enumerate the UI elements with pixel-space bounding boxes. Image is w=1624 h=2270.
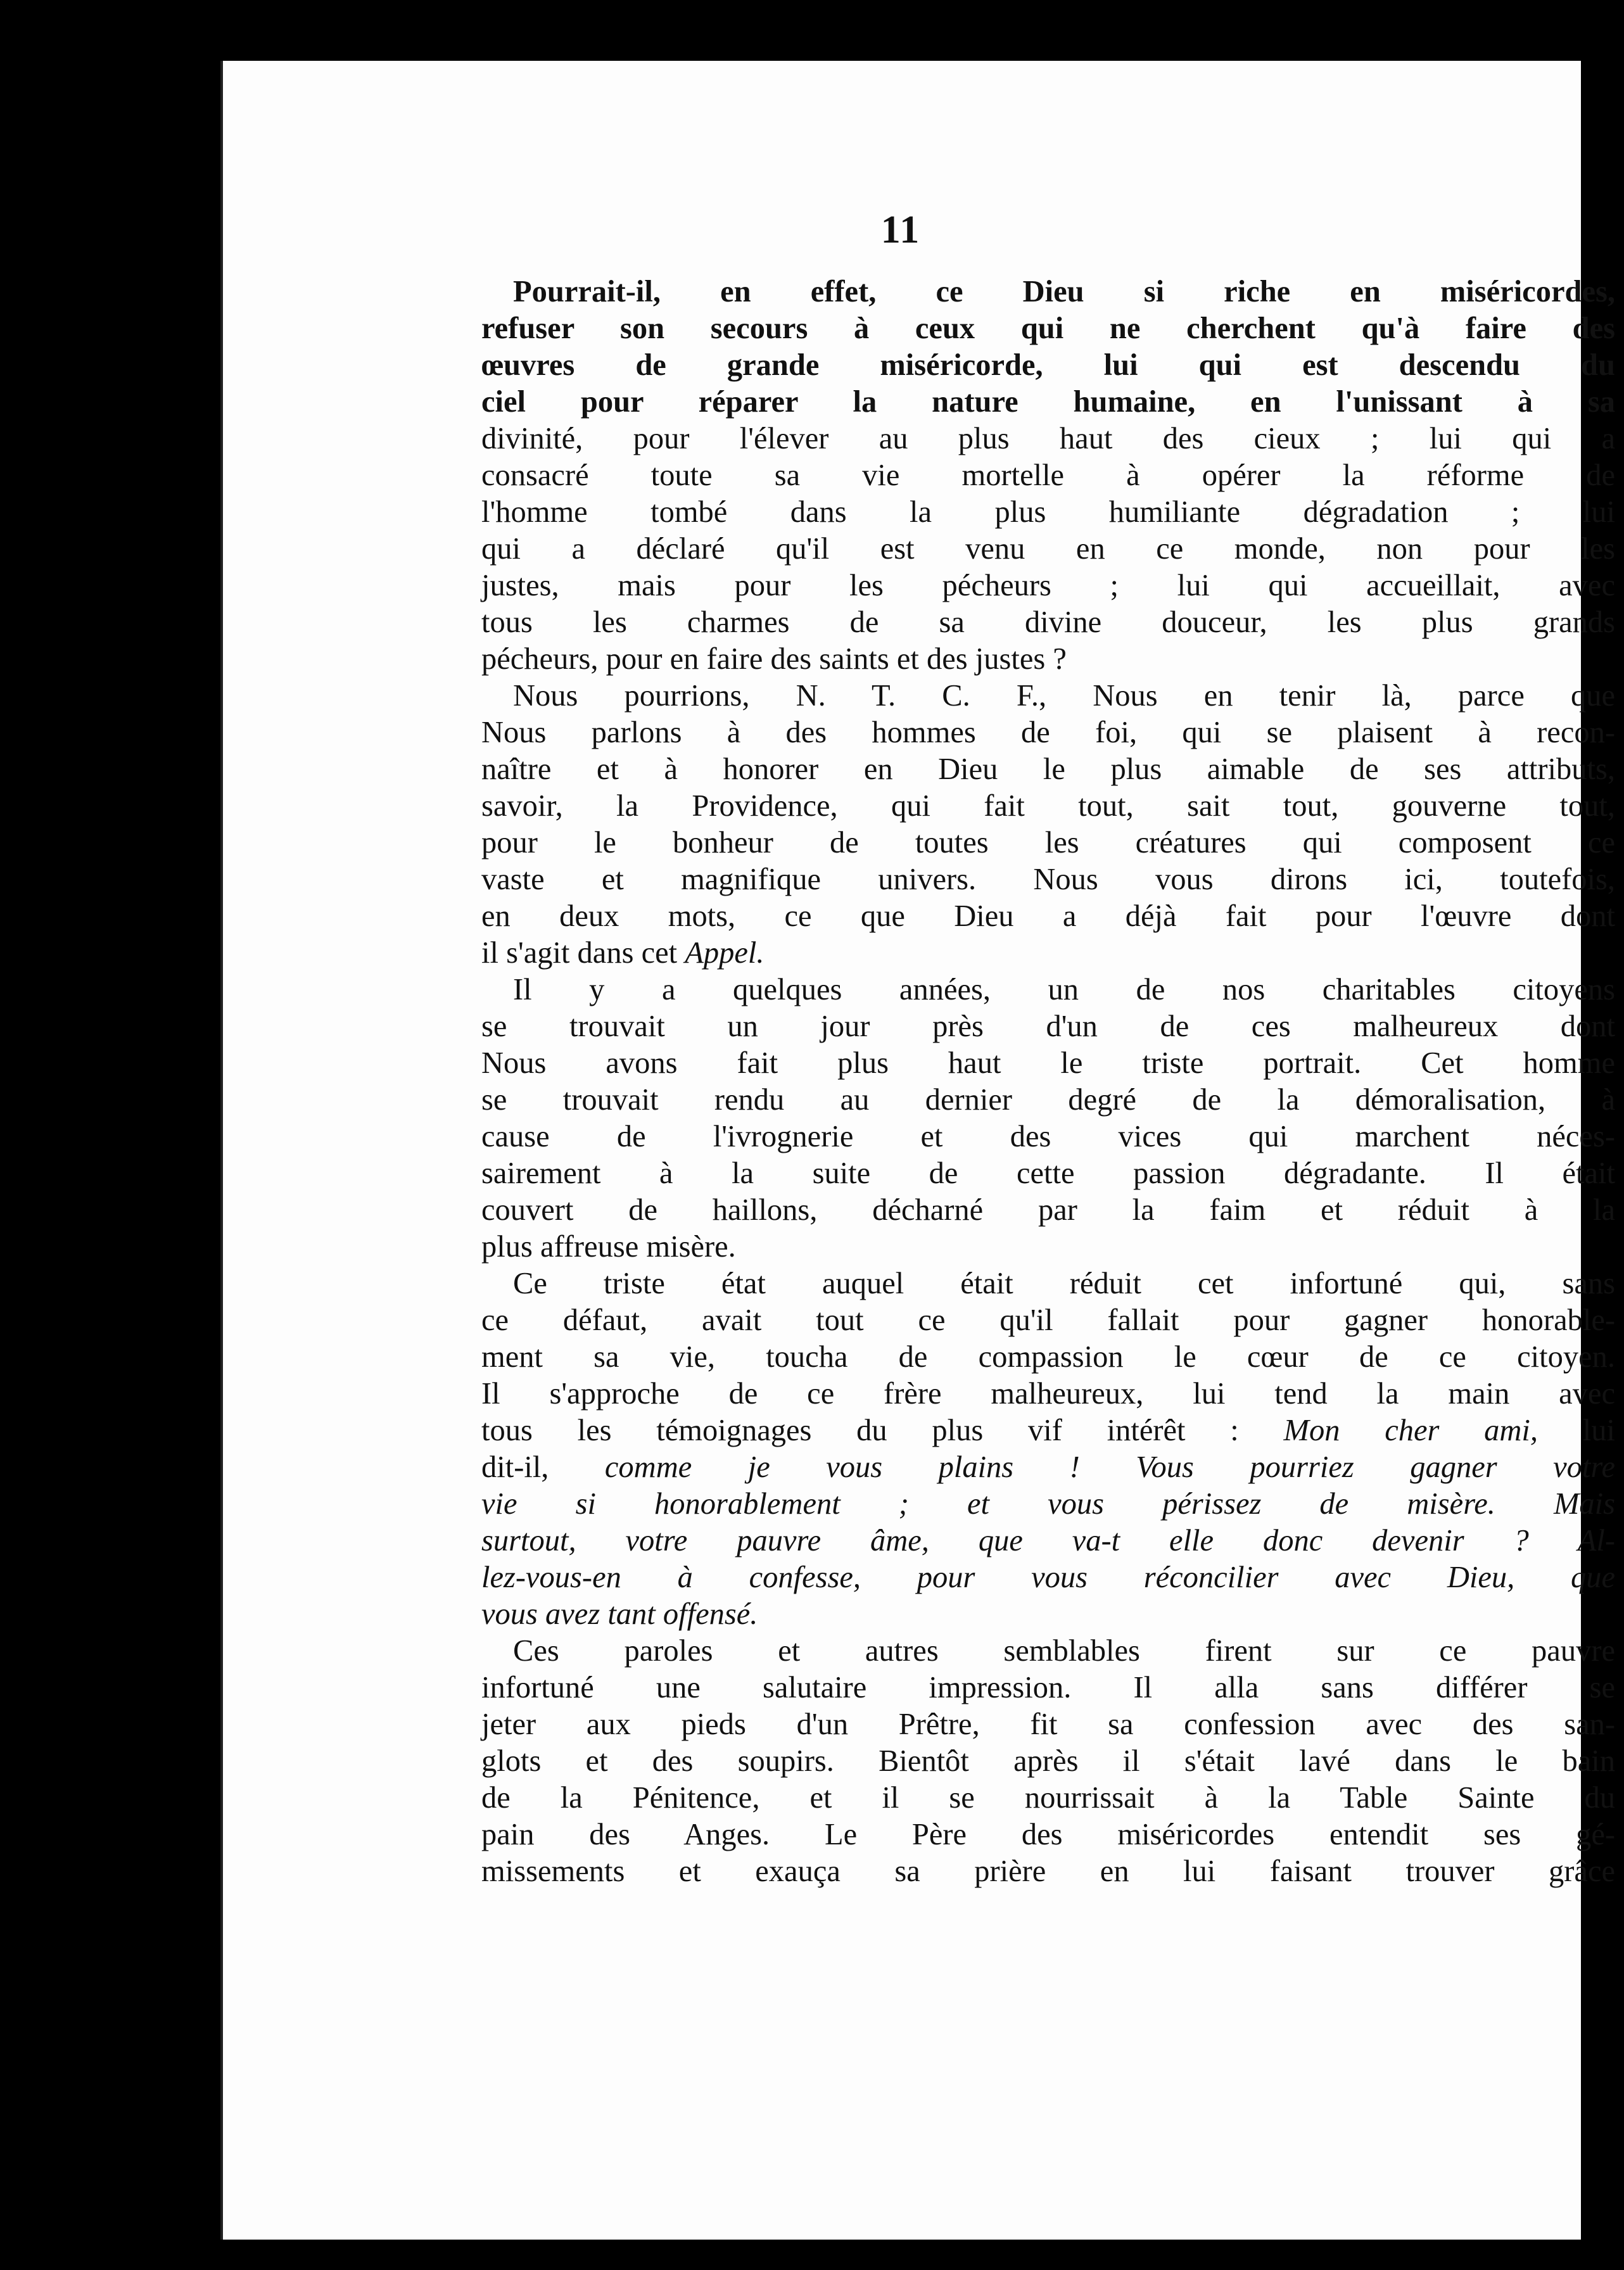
text-line bbox=[481, 1559, 1615, 1596]
line-text: refuser son secours à ceux qui ne cherchent qu'à faire des bbox=[481, 312, 1615, 345]
line-text: savoir, la Providence, qui fait tout, sait tout, gouverne tout, bbox=[481, 789, 1615, 823]
text-line bbox=[481, 1853, 1615, 1890]
line-text: tous les charmes de sa divine douceur, les plus grands bbox=[481, 606, 1615, 639]
line-text: vous avez tant offensé. bbox=[481, 1597, 758, 1631]
text-line bbox=[481, 1817, 1615, 1853]
text-line bbox=[481, 274, 1615, 310]
text-line bbox=[481, 825, 1615, 861]
line-text: infortuné une salutaire impression. Il alla sans différer se bbox=[481, 1671, 1615, 1704]
line-text: cause de l'ivrognerie et des vices qui marchent néces- bbox=[481, 1120, 1615, 1153]
paragraph bbox=[481, 1265, 1615, 1633]
text-line bbox=[481, 457, 1615, 494]
line-text: glots et des soupirs. Bientôt après il s'était lavé dans le bain bbox=[481, 1744, 1615, 1778]
text-line bbox=[481, 1339, 1615, 1376]
text-line bbox=[481, 935, 1615, 972]
text-line bbox=[481, 1082, 1615, 1119]
text-line bbox=[481, 1302, 1615, 1339]
line-text: plus affreuse misère. bbox=[481, 1230, 736, 1264]
line-text: dit-il, bbox=[481, 1450, 605, 1484]
text-line bbox=[481, 641, 1615, 678]
text-line bbox=[481, 1486, 1615, 1523]
line-text: se trouvait rendu au dernier degré de la démoralisation, à bbox=[481, 1083, 1615, 1117]
text-line bbox=[481, 751, 1615, 788]
line-text: ciel pour réparer la nature humaine, en l'unissant à sa bbox=[481, 385, 1615, 419]
line-text: sairement à la suite de cette passion dégradante. Il était bbox=[481, 1157, 1615, 1190]
text-line bbox=[481, 714, 1615, 751]
text-line bbox=[481, 384, 1615, 421]
text-line bbox=[481, 1523, 1615, 1559]
text-line bbox=[481, 1412, 1615, 1449]
line-text: couvert de haillons, décharné par la faim et réduit à la bbox=[481, 1193, 1615, 1227]
line-text: justes, mais pour les pécheurs ; lui qui accueillait, avec bbox=[481, 569, 1615, 602]
line-text: surtout, votre pauvre âme, que va-t elle donc devenir ? Al- bbox=[481, 1524, 1615, 1557]
paragraph bbox=[481, 678, 1615, 972]
text-line bbox=[481, 531, 1615, 568]
line-text: Il s'approche de ce frère malheureux, lui tend la main avec bbox=[481, 1377, 1615, 1411]
line-text: Il y a quelques années, un de nos charitables citoyens bbox=[513, 973, 1615, 1006]
text-line bbox=[481, 898, 1615, 935]
text-line bbox=[481, 788, 1615, 825]
line-text: Nous pourrions, N. T. C. F., Nous en tenir là, parce que bbox=[513, 679, 1615, 713]
line-text: vie si honorablement ; et vous périssez de misère. Mais bbox=[481, 1487, 1615, 1521]
line-text: l'homme tombé dans la plus humiliante dégradation ; lui bbox=[481, 495, 1615, 529]
page-number: 11 bbox=[880, 208, 921, 251]
text-line bbox=[481, 604, 1615, 641]
line-text: Ce triste état auquel était réduit cet infortuné qui, sans bbox=[513, 1267, 1615, 1300]
paragraph bbox=[481, 1633, 1615, 1890]
text-line bbox=[481, 972, 1615, 1008]
line-tail-text: lui bbox=[1538, 1414, 1615, 1447]
text-line bbox=[481, 1706, 1615, 1743]
text-line bbox=[481, 1596, 1615, 1633]
text-line bbox=[481, 1633, 1615, 1670]
line-text: pour le bonheur de toutes les créatures qui composent ce bbox=[481, 826, 1615, 859]
text-line bbox=[481, 1670, 1615, 1706]
text-line bbox=[481, 1743, 1615, 1780]
line-text: pain des Anges. Le Père des miséricordes entendit ses gé- bbox=[481, 1818, 1615, 1851]
line-text: se trouvait un jour près d'un de ces malheureux dont bbox=[481, 1010, 1615, 1043]
paragraph bbox=[481, 274, 1615, 678]
line-text: lez-vous-en à confesse, pour vous réconcilier avec Dieu, que bbox=[481, 1561, 1615, 1594]
line-italic-text: Appel. bbox=[685, 936, 764, 970]
line-text: en deux mots, ce que Dieu a déjà fait pour l'œuvre dont bbox=[481, 899, 1615, 933]
text-line bbox=[481, 1155, 1615, 1192]
line-text: il s'agit dans cet bbox=[481, 936, 685, 970]
text-line bbox=[481, 1449, 1615, 1486]
line-italic-text: Mon cher ami, bbox=[1283, 1414, 1538, 1447]
line-italic-text: comme je vous plains ! Vous pourriez gagner votre bbox=[604, 1450, 1615, 1484]
book-page bbox=[220, 61, 1615, 2240]
line-text: jeter aux pieds d'un Prêtre, fit sa confession avec des san- bbox=[481, 1708, 1615, 1741]
line-text: tous les témoignages du plus vif intérêt : bbox=[481, 1414, 1284, 1447]
text-line bbox=[481, 678, 1615, 714]
text-line bbox=[481, 1192, 1615, 1229]
text-line bbox=[481, 1119, 1615, 1155]
text-line bbox=[481, 861, 1615, 898]
text-line bbox=[481, 1376, 1615, 1412]
text-line bbox=[481, 1229, 1615, 1265]
line-text: de la Pénitence, et il se nourrissait à la Table Sainte du bbox=[481, 1781, 1615, 1815]
text-line bbox=[481, 1265, 1615, 1302]
text-line bbox=[481, 1008, 1615, 1045]
line-text: missements et exauça sa prière en lui faisant trouver grâce bbox=[481, 1855, 1615, 1888]
line-text: pécheurs, pour en faire des saints et des justes ? bbox=[481, 642, 1067, 676]
body-text bbox=[481, 274, 1615, 1890]
line-text: Nous avons fait plus haut le triste portrait. Cet homme bbox=[481, 1046, 1615, 1080]
paragraph bbox=[481, 972, 1615, 1265]
line-text: ce défaut, avait tout ce qu'il fallait pour gagner honorable- bbox=[481, 1303, 1615, 1337]
text-line bbox=[481, 1045, 1615, 1082]
line-text: naître et à honorer en Dieu le plus aimable de ses attributs, bbox=[481, 752, 1615, 786]
line-text: Ces paroles et autres semblables firent sur ce pauvre bbox=[513, 1634, 1615, 1668]
line-text: vaste et magnifique univers. Nous vous dirons ici, toutefois, bbox=[481, 863, 1615, 896]
line-text: divinité, pour l'élever au plus haut des cieux ; lui qui a bbox=[481, 422, 1615, 455]
line-text: Pourrait-il, en effet, ce Dieu si riche en miséricordes, bbox=[513, 275, 1615, 308]
text-line bbox=[481, 310, 1615, 347]
text-line bbox=[481, 421, 1615, 457]
line-text: œuvres de grande miséricorde, lui qui est descendu du bbox=[481, 348, 1615, 382]
text-line bbox=[481, 1780, 1615, 1817]
line-text: Nous parlons à des hommes de foi, qui se plaisent à recon- bbox=[481, 716, 1615, 749]
line-text: consacré toute sa vie mortelle à opérer la réforme de bbox=[481, 459, 1615, 492]
text-line bbox=[481, 494, 1615, 531]
text-line bbox=[481, 568, 1615, 604]
line-text: qui a déclaré qu'il est venu en ce monde, non pour les bbox=[481, 532, 1615, 566]
text-line bbox=[481, 347, 1615, 384]
line-text: ment sa vie, toucha de compassion le cœur de ce citoyen. bbox=[481, 1340, 1615, 1374]
